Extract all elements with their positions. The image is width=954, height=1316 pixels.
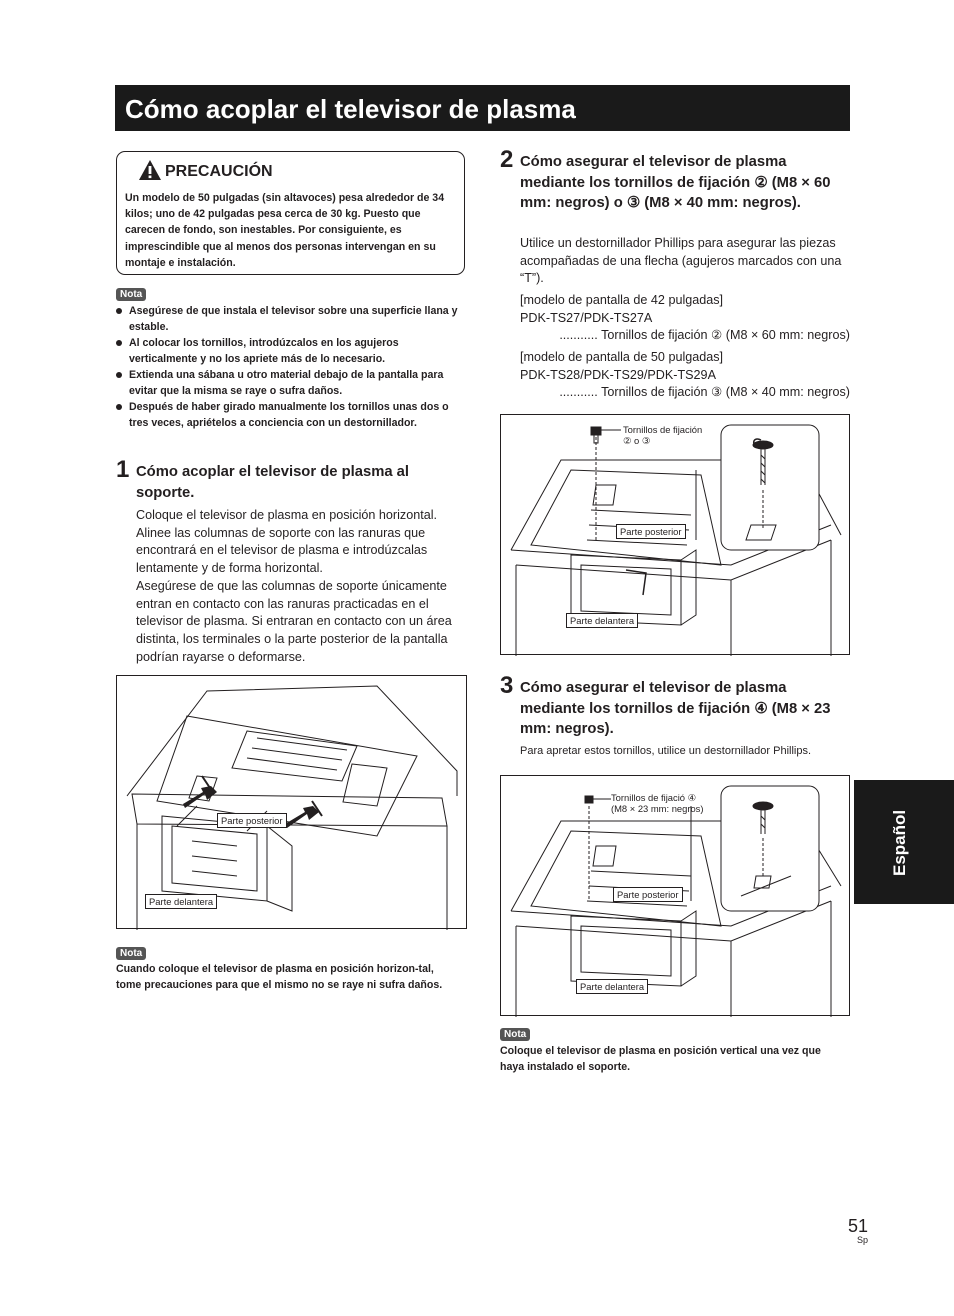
- note-3-text: Coloque el televisor de plasma en posición vertical una vez que haya instalado el soporte.: [500, 1045, 821, 1074]
- page-suffix: Sp: [857, 1235, 869, 1245]
- model-50: [520, 349, 850, 402]
- caution-box: [116, 151, 465, 275]
- language-tab: [854, 780, 954, 904]
- note-item: Extienda una sábana u otro material debajo de la pantalla para evitar que la misma se raye o sufra daños.: [116, 367, 466, 399]
- callout-screws: [623, 424, 702, 446]
- note-2-text: Cuando coloque el televisor de plasma en posición horizon-tal, tome precauciones para que el mismo no se raye ni sufra daños.: [116, 963, 443, 992]
- note-item: Asegúrese de que instala el televisor sobre una superficie llana y estable.: [116, 303, 466, 335]
- figure-2: [500, 414, 850, 655]
- step-1-body: [136, 507, 466, 666]
- nota-badge: [116, 284, 146, 302]
- page-title: Cómo acoplar el televisor de plasma: [125, 94, 576, 124]
- caution-heading: PRECAUCIÓN: [165, 163, 273, 180]
- step-3-body: Para apretar estos tornillos, utilice un destornillador Phillips.: [520, 745, 812, 757]
- step-1-paragraph-2: Asegúrese de que las columnas de soporte únicamente entran en contacto con las ranuras practicadas en el televisor de plasma. Si entraran en contacto con un área distinta, los terminales o la parte posterior de la pantalla podrían rayarse o deformarse.: [136, 578, 452, 664]
- label-front: Parte delantera: [576, 979, 648, 994]
- step-3-number: 3: [500, 672, 514, 699]
- nota-label: Nota: [500, 1028, 530, 1041]
- model-42-label: [modelo de pantalla de 42 pulgadas]: [520, 293, 724, 307]
- label-front: Parte delantera: [145, 894, 217, 909]
- note-item: Al colocar los tornillos, introdúzcalos en los agujeros verticalmente y no los apriete más de lo necesario.: [116, 335, 466, 367]
- nota-label: Nota: [116, 288, 146, 301]
- callout-screws: [611, 792, 703, 814]
- model-42-codes: PDK-TS27/PDK-TS27A: [520, 310, 653, 325]
- step-2-body: Utilice un destornillador Phillips para asegurar las piezas acompañadas de una flecha (agujeros marcados con una “T”).: [520, 236, 842, 286]
- step-2-number: 2: [500, 146, 514, 173]
- label-front: Parte delantera: [566, 613, 638, 628]
- label-rear: Parte posterior: [217, 813, 287, 828]
- label-rear: Parte posterior: [616, 524, 686, 539]
- tv-stand-illustration: [117, 676, 468, 930]
- callout-line-2: (M8 × 23 mm: negros): [611, 803, 704, 814]
- callout-line-1: Tornillos de fijación: [623, 424, 703, 435]
- model-42: [520, 292, 850, 345]
- notes-list: [116, 303, 466, 431]
- callout-line-2: ② o ③: [623, 435, 651, 446]
- language-tab-label: Español: [890, 809, 909, 876]
- page-number: 51: [848, 1216, 869, 1236]
- title-bar: [115, 85, 850, 131]
- nota-badge-3: [500, 1024, 530, 1042]
- label-rear: Parte posterior: [613, 887, 683, 902]
- model-42-screw: ........... Tornillos de fijación ② (M8 × 60 mm: negros): [559, 328, 850, 343]
- figure-1: [116, 675, 467, 929]
- model-50-screw: ........... Tornillos de fijación ③ (M8 × 40 mm: negros): [559, 385, 850, 400]
- step-2-heading: Cómo asegurar el televisor de plasma mediante los tornillos de fijación ② (M8 × 60 mm: negros) o ③ (M8 × 40 mm: negros).: [520, 154, 831, 211]
- step-1-paragraph-1: Coloque el televisor de plasma en posición horizontal. Alinee las columnas de soporte con las ranuras que encontrará en el televisor de plasma e introdúzcalas lentamente y de forma horizontal.: [136, 508, 438, 576]
- caution-text: Un modelo de 50 pulgadas (sin altavoces) pesa alrededor de 34 kilos; uno de 42 pulgadas pesa cerca de 30 kg. Puesto que carecen de fondo, son inestables. Por consiguiente, es imprescindible que al menos dos personas intervengan en su montaje e instalación.: [125, 192, 445, 269]
- nota-badge-2: [116, 943, 146, 961]
- callout-line-1: Tornillos de fijació ④: [611, 792, 697, 803]
- step-1-heading: Cómo acoplar el televisor de plasma al soporte.: [136, 464, 410, 501]
- step-1-number: 1: [116, 456, 130, 483]
- note-item: Después de haber girado manualmente los tornillos unas dos o tres veces, apriételos a conciencia con un destornillador.: [116, 399, 466, 431]
- figure-3: [500, 775, 850, 1016]
- warning-icon: [138, 159, 162, 181]
- step-3-heading: Cómo asegurar el televisor de plasma mediante los tornillos de fijación ④ (M8 × 23 mm: negros).: [520, 680, 831, 737]
- nota-label: Nota: [116, 947, 146, 960]
- model-50-label: [modelo de pantalla de 50 pulgadas]: [520, 350, 724, 364]
- model-50-codes: PDK-TS28/PDK-TS29/PDK-TS29A: [520, 367, 716, 382]
